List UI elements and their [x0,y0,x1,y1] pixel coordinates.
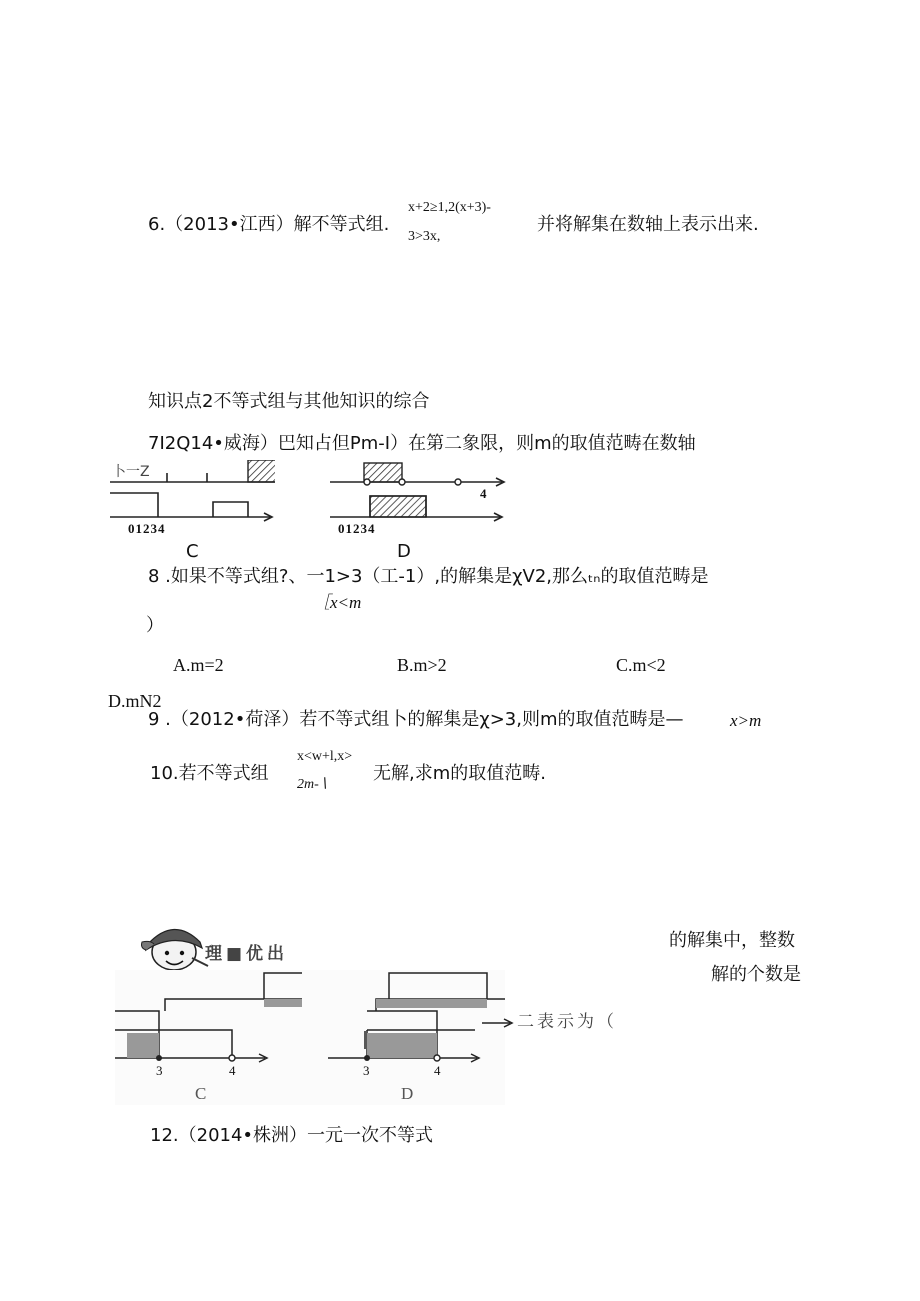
q7d-open-point-a [364,479,370,485]
q11-right-line1: 的解集中，整数 [669,930,795,951]
q11-figure-background [115,970,505,1105]
q11c-tick-3: 3 [156,1063,163,1078]
q11-right-line2: 解的个数是 [711,964,801,985]
q11c-upper-shade [264,999,302,1007]
q7c-tick-labels: 01234 [128,521,166,536]
q11-mid-text: 二表示为（ [517,1012,617,1031]
q8-paren: ） [146,615,164,636]
banner-text: 理■优出 [205,944,289,964]
q11c-point-3 [156,1055,162,1061]
q11d-tick-3: 3 [363,1063,370,1078]
q8-option-a: A.m=2 [173,655,224,675]
q6-suffix: 并将解集在数轴上表示出来. [537,214,759,235]
q7d-open-point-b [399,479,405,485]
q11d-tick-4: 4 [434,1063,441,1078]
q11d-point-4 [434,1055,440,1061]
q8-option-c: C.m<2 [616,655,666,675]
q11-option-d-label: D [401,1084,414,1103]
q11c-tick-4: 4 [229,1063,236,1078]
q11-number-line-figures [115,970,505,1105]
q7c-hatched-region [248,460,275,482]
q11c-point-4 [229,1055,235,1061]
q11c-lower-shade [127,1033,159,1058]
q7d-upper-number-line [330,478,504,486]
q11d-upper-shade [376,999,487,1008]
q10-prefix: 10.若不等式组 [150,763,269,784]
q11d-lower-shade [367,1033,437,1058]
q8-option-d: D.mN2 [108,691,162,711]
q9-tail: x>m [730,711,762,730]
q7-text: 7I2Q14•威海）巴知占但Pm-I）在第二象限，则m的取值范畴在数轴 [148,433,696,454]
q10-suffix: 无解,求m的取值范畴. [373,763,546,784]
q6-system-line2: 3>3x, [408,229,441,244]
q7-option-c-label: C [186,541,199,562]
q11d-point-3 [364,1055,370,1061]
section-title: 知识点2不等式组与其他知识的综合 [148,391,430,412]
q7c-lower-number-line [110,493,272,521]
q10-system-line2: 2m-∖ [297,777,328,792]
q6-prefix: 6.（2013•江西）解不等式组. [148,214,390,235]
q7d-tick-labels: 01234 [338,521,376,536]
q6-system-line1: x+2≥1,2(x+3)- [408,200,491,215]
q11-option-c-label: C [195,1084,207,1103]
q7d-hatched-region-bottom [370,496,426,517]
q12-text: 12.（2014•株洲）一元一次不等式 [150,1125,434,1146]
q8-option-b: B.m>2 [397,655,447,675]
q7d-open-point-c [455,479,461,485]
q8-system-sub: ［x<m [313,593,362,612]
q7c-corner-mark: 卜一Z [112,464,150,480]
q10-system-line1: x<w+l,x> [297,749,353,764]
q7d-hatched-region-top [364,463,402,482]
q8-text: 8 .如果不等式组?、一1>3（工-1）,的解集是χV2,那么ₜₙ的取值范畴是 [148,566,709,587]
q11-arrow-mark [480,1016,516,1030]
q7d-tick-4: 4 [480,486,487,501]
q9-text: 9 .（2012•荷泽）若不等式组卜的解集是χ>3,则m的取值范畴是— [148,709,684,730]
cartoon-boy-mascot [138,918,210,974]
q7-option-d-label: D [397,541,411,562]
